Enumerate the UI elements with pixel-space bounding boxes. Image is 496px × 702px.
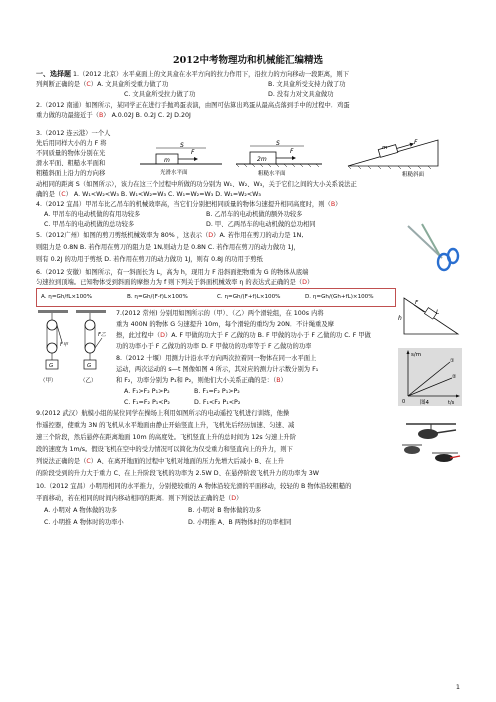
q2-line2: 重力做的功最接近于（B） A.0.02J B. 0.2J C. 2J D.20J	[36, 112, 191, 119]
q1-line2: 列判断正确的是（C）A. 文具盒所受重力做了功	[36, 81, 169, 88]
q1-option-b: B. 文具盒所受支持力做了功	[268, 81, 346, 88]
q3-line2: 先后用同样大小的力 F 将	[36, 140, 107, 147]
q7-line3: 擦，此过程中（D）A. F 甲做的功大于 F 乙做的功 B. F 甲做的功小于 F 乙做的功 C. F 甲做	[116, 332, 371, 339]
q6-option-b: B. η=Gh/(F-f)L×100%	[127, 294, 188, 300]
q10-option-d: D. 小明推 A、B 两物体时的功率相同	[188, 519, 292, 526]
q10-line2: 平面移动，若在相同的时间内移动相同的距离．则下列说法正确的是（D）	[36, 495, 243, 502]
st-graph-figure	[398, 348, 462, 406]
q3-line3: 不同质量的物体分别在光	[36, 150, 106, 157]
q3-line6: 动相同的距离 S（如图所示），该力在这三个过程中所做的功分别为 W₁、W₂、W₃，关于它们之间的大小关系说法正	[36, 181, 357, 188]
q10-answer: D	[231, 495, 237, 502]
q6-answer: D	[302, 279, 307, 286]
q3-answer: C	[61, 191, 66, 198]
q4-option-a: A. 甲吊车的电动机做的有用功较多	[44, 211, 141, 218]
svg-text:F: F	[415, 300, 419, 306]
q6-option-d: D. η=Gh/(Gh+fL)×100%	[305, 294, 374, 300]
svg-text:F: F	[290, 148, 294, 155]
svg-text:图4: 图4	[420, 400, 429, 406]
q8-option-c: C. F₁=F₂ P₁<P₂	[124, 399, 170, 406]
q6-line1: 6.（2012 安徽）如图所示，有一斜面长为 L，高为 h，现用力 F 沿斜面把物重为 G 的物体从底端	[36, 269, 309, 276]
page-number: 1	[455, 683, 460, 691]
q9-line1: 9.(2012 武汉）航模小组的某位同学在操场上利用如图所示的电动遥控飞机进行训练，他操	[36, 410, 290, 417]
q2-answer: B	[98, 112, 104, 119]
q5-line2: 则阻力是 0.8N B. 若作用在剪刀的阻力是 1N,则动力是 0.8N C. 若作用在剪刀的动力做功 1J，	[36, 244, 300, 251]
q7-line1: 7.(2012 常州) 分别用如图所示的（甲）、（乙）两个滑轮组，在 100s 内将	[116, 310, 324, 317]
q1-option-c: C. 文具盒所受拉力做了功	[124, 91, 196, 98]
svg-text:2m: 2m	[257, 156, 267, 163]
q7-answer: D	[160, 332, 165, 339]
q6-options-box	[36, 288, 396, 307]
svg-text:h: h	[398, 315, 402, 322]
scissors-image	[404, 222, 460, 274]
rc-helicopter-image	[398, 418, 464, 468]
q5-line1: 5.（2012广州）如图的剪刀剪纸机械效率为 80% ，这表示（D）A. 若作用在剪刀的动力是 1N,	[36, 232, 304, 239]
svg-text:G: G	[87, 363, 92, 369]
q5-answer: D	[208, 232, 214, 239]
svg-text:m: m	[164, 157, 170, 164]
q8-line3: 和 F₂，功率分别为 P₁和 P₂，则他们大小关系正确的是：（B）	[116, 377, 287, 384]
svg-text:（乙）: （乙）	[80, 378, 97, 384]
q10-line1: 10.（2012 宜昌）小明用相同的水平推力，分别使较重的 A 物体沿较光滑的平面移动，较轻的 B 物体沿较粗糙的	[36, 483, 352, 490]
q3-line7: 确的是（C） A. W₁<W₂<W₃ B. W₁<W₂=W₃ C. W₁=W₂=W₃ D. W₁=W₂<W₃	[36, 191, 261, 198]
svg-text:F: F	[414, 139, 418, 146]
svg-text:F: F	[191, 149, 195, 156]
q6-option-a: A. η=Gh/fL×100%	[41, 294, 93, 300]
q8-option-a: A. F₁>F₂ P₁>P₂	[124, 388, 170, 395]
q4-answer: B	[330, 201, 336, 208]
rough-plane-figure	[232, 140, 326, 178]
q3-line4: 滑水平面、粗糙水平面和	[36, 160, 106, 167]
q10-option-b: B. 小明对 B 物体做的功多	[188, 507, 262, 514]
q9-answer: C	[86, 458, 91, 465]
q8-answer: B	[276, 377, 281, 384]
section-heading: 一、选择题	[36, 70, 71, 78]
svg-text:粗糙斜面: 粗糙斜面	[402, 172, 425, 178]
q1-answer: C	[86, 81, 91, 88]
q8-option-d: D. F₁<F₂ P₁<P₂	[194, 399, 241, 406]
q1-option-d: D. 没有力对文具盒做功	[268, 91, 334, 98]
svg-text:（甲）: （甲）	[40, 378, 57, 384]
q3-line5: 粗糙斜面上沿力的方向移	[36, 170, 106, 177]
q6-line2: 匀速拉到顶端。已知物体受到斜面的摩擦力为 f 则下列关于斜面机械效率 η 的表达式正确的是（D）	[36, 279, 314, 286]
q8-line1: 8.（2012 十堰）用测力计沿水平方向两次拉着同一物体在同一水平面上	[116, 355, 317, 362]
svg-text:s/m: s/m	[411, 352, 422, 358]
q8-line2: 运动，两次运动的 s—t 图像如图 4 所示，其对应的测力计示数分别为 F₁	[116, 366, 319, 373]
document-title: 2012中考物理功和机械能汇编精选	[173, 55, 323, 66]
svg-text:光滑水平面: 光滑水平面	[160, 170, 188, 176]
svg-text:粗糙水平面: 粗糙水平面	[258, 171, 286, 177]
q7-line4: 功的功率小于 F 乙做功的功率 D. F 甲做功的功率等于 F 乙做功的功率	[116, 343, 312, 350]
smooth-plane-figure	[136, 140, 226, 178]
q1-line1: 一、选择题 1.（2012 北京）水平桌面上的文具盒在水平方向的拉力作用下，沿拉力的方向移动一段距离，则下	[36, 70, 349, 78]
q4-option-b: B. 乙吊车的电动机做的额外功较多	[206, 211, 303, 218]
q6-option-c: C. η=Gh/(F+f)L×100%	[217, 294, 281, 300]
q5-line3: 则有 0.2J 的功用于剪纸 D. 若作用在剪刀的动力做功 1J，则有 0.8J 的功用于剪纸	[36, 256, 263, 263]
q4-option-c: C. 甲吊车的电动机做的总功较多	[44, 221, 135, 228]
q7-line2: 重为 400N 的物体 G 匀速提升 10m，每个滑轮的重均为 20N．不计绳重及摩	[116, 321, 334, 328]
q3-line1: 3.（2012 连云港）一个人	[36, 130, 111, 137]
q8-option-b: B. F₁=F₂ P₁>P₂	[194, 388, 240, 395]
svg-text:S: S	[180, 142, 184, 149]
q4-line1: 4.（2012 宜昌）甲吊车比乙吊车的机械效率高，当它们分别把相同质量的物体匀速提升相同高度时，则（B）	[36, 201, 342, 208]
pulley-systems-figure	[36, 308, 112, 392]
q10-option-c: C. 小明推 A 物体时的功率小	[44, 519, 124, 526]
incline-figure	[398, 290, 462, 340]
rough-slope-figure	[342, 136, 442, 178]
q9-line4: 段的速度为 1m/s。假设飞机在空中的受力情况可以简化为仅受重力和竖直向上的升力，则下	[36, 446, 293, 453]
svg-text:F甲: F甲	[60, 342, 68, 348]
svg-text:G: G	[49, 363, 54, 369]
svg-text:F乙: F乙	[98, 332, 106, 338]
q4-option-d: D. 甲、乙两吊车的电动机做的总功相同	[206, 221, 316, 228]
q9-line6: 的阶段受到的升力大于重力 C、在上升阶段飞机的功率为 2.5W D、在悬停阶段飞机升力的功率为 3W	[36, 470, 320, 477]
q9-line2: 作遥控器，使重为 3N 的飞机从水平地面由静止开始竖直上升，飞机先后经历加速、匀速、减	[36, 422, 295, 429]
q10-option-a: A. 小明对 A 物体做的功多	[44, 507, 118, 514]
svg-text:S: S	[276, 140, 280, 147]
svg-text:②: ②	[452, 374, 457, 380]
svg-text:m: m	[382, 145, 388, 151]
svg-text:0: 0	[402, 399, 406, 405]
q9-line5: 列说法正确的是（C）A、在离开地面的过程中飞机对地面的压力先增大后减小 B、在上升	[36, 458, 285, 465]
svg-text:t/s: t/s	[448, 400, 455, 406]
svg-text:L: L	[436, 309, 440, 316]
q9-line3: 速三个阶段，然后悬停在距离地面 10m 的高度处。飞机竖直上升的总时间为 12s 匀速上升阶	[36, 434, 297, 441]
q2-line1: 2.（2012 南通）如图所示，某同学正在进行手抛鸡蛋表演，由图可估算出鸡蛋从最高点落到手中的过程中．鸡蛋	[36, 102, 350, 109]
svg-text:①: ①	[450, 358, 455, 364]
